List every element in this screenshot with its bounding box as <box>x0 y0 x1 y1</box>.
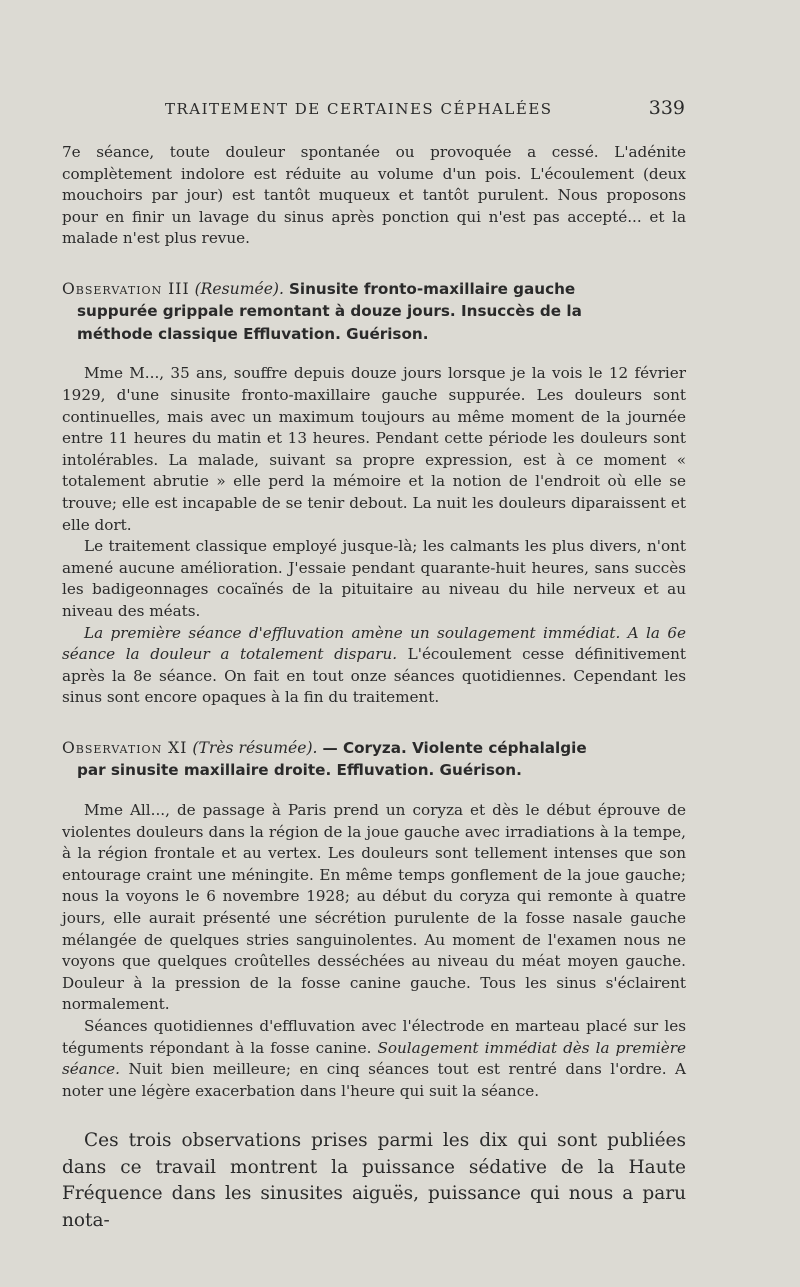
observation-11-label: Observation XI <box>62 738 188 757</box>
observation-3-label: Observation III <box>62 279 190 298</box>
observation-11-italic-text: Soulagement immédiat dès la première séance. <box>62 1038 686 1079</box>
observation-11-heading <box>62 737 686 782</box>
observation-3-qualifier: (Resumée). <box>194 279 284 298</box>
intro-paragraph: 7e séance, toute douleur spontanée ou provoquée a cessé. L'adénite complètement indolore est réduite au volume d'un pois. L'écoulement (deux mouchoirs par jour) est tantôt muqueux et tantôt purulent. Nous proposons pour en finir un lavage du sinus après ponction qui n'est pas accepté... et la malade n'est plus revue. <box>62 143 686 248</box>
observation-11-qualifier: (Très résumée). <box>192 738 318 757</box>
observation-3-paragraph-3-rest: L'écoulement cesse définitivement après la 8e séance. On fait en tout onze séances quotidiennes. Cependant les sinus sont encore opaques à la fin du traitement. <box>62 645 686 707</box>
observation-11-title-line1: — Coryza. Violente céphalalgie <box>322 738 587 757</box>
running-header <box>165 97 685 119</box>
observation-3-title-line1: Sinusite fronto-maxillaire gauche <box>288 279 576 298</box>
observation-3-paragraph-3 <box>62 623 686 709</box>
observation-3-title-line2: suppurée grippale remontant à douze jours. Insuccès de la <box>77 302 582 321</box>
page-body <box>62 142 686 1234</box>
observation-3-paragraph-2: Le traitement classique employé jusque-là; les calmants les plus divers, n'ont amené aucune amélioration. J'essaie pendant quarante-huit heures, sans succès les badigeonnages cocaïnés de la pituitaire au niveau du hile nerveux et au niveau des méats. <box>62 537 686 620</box>
running-title: TRAITEMENT DE CERTAINES CÉPHALÉES <box>165 100 553 118</box>
observation-11-paragraph-2-end: Nuit bien meilleure; en cinq séances tout est rentré dans l'ordre. A noter une légère exacerbation dans l'heure qui suit la séance. <box>62 1060 686 1100</box>
observation-11-title-line2: par sinusite maxillaire droite. Effluvation. Guérison. <box>77 761 522 780</box>
observation-11-paragraph-2 <box>62 1016 686 1102</box>
conclusion-paragraph: Ces trois observations prises parmi les dix qui sont publiées dans ce travail montrent la puissance sédative de la Haute Fréquence dans les sinusites aiguës, puissance qui nous a paru nota- <box>62 1130 686 1231</box>
page-number: 339 <box>648 97 685 119</box>
observation-3-paragraph-1: Mme M..., 35 ans, souffre depuis douze jours lorsque je la vois le 12 février 1929, d'une sinusite fronto-maxillaire gauche suppurée. Les douleurs sont continuelles, mais avec un maximum toujours au même moment de la journée entre 11 heures du matin et 13 heures. Pendant cette période les douleurs sont intolérables. La malade, suivant sa propre expression, est à ce moment « totalement abrutie » elle perd la mémoire et la notion de l'endroit où elle se trouve; elle est incapable de se tenir debout. La nuit les douleurs diparaissent et elle dort. <box>62 364 686 534</box>
observation-3-italic-text: La première séance d'effluvation amène un soulagement immédiat. A la 6e séance la douleur a totalement disparu. <box>62 623 686 664</box>
observation-3-title-line3: méthode classique Effluvation. Guérison. <box>77 324 429 343</box>
observation-3-heading <box>62 278 686 346</box>
observation-11-paragraph-2-start: Séances quotidiennes d'effluvation avec l'électrode en marteau placé sur les téguments répondant à la fosse canine. <box>62 1016 686 1057</box>
observation-11-paragraph-1: Mme All..., de passage à Paris prend un coryza et dès le début éprouve de violentes douleurs dans la région de la joue gauche avec irradiations à la tempe, à la région frontale et au vertex. Les douleurs sont tellement intenses que son entourage craint une méningite. En même temps gonflement de la joue gauche; nous la voyons le 6 novembre 1928; au début du coryza qui remonte à quatre jours, elle aurait présenté une sécrétion purulente de la fosse nasale gauche mélangée de quelques stries sanguinolentes. Au moment de l'examen nous ne voyons que quelques croûtelles desséchées au niveau du méat moyen gauche. Douleur à la pression de la fosse canine gauche. Tous les sinus s'éclairent normalement. <box>62 800 686 1014</box>
